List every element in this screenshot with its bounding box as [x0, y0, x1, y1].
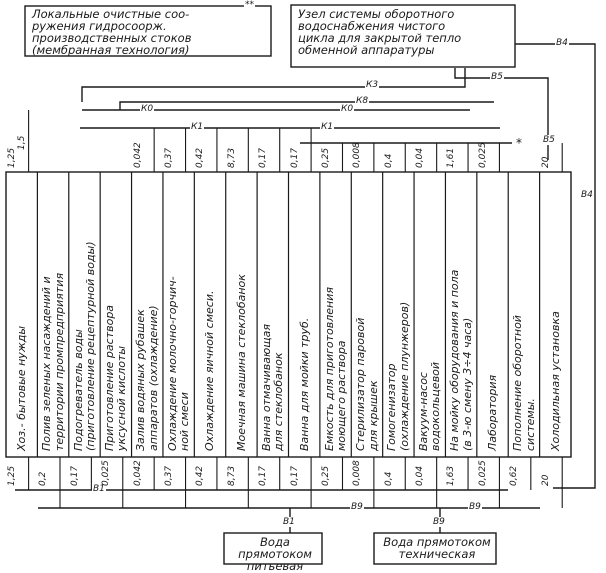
discharge-value: 20 [540, 156, 551, 168]
consumer-label: Охлаждение яичной смеси. [203, 290, 217, 451]
consumer-label: Ванна отмачивающая [259, 324, 273, 451]
b9-source-tag: В9 [433, 517, 445, 527]
discharge-value: 1,61 [446, 147, 457, 168]
consumer-label: Вакуум-насос [416, 372, 430, 451]
discharge-value: 0,37 [163, 147, 174, 168]
consumer-label: Моечная машина стеклобанок [234, 274, 248, 451]
recycling-box-line-4: обменной аппаратуры [298, 43, 435, 57]
treatment-box-mark: ** [245, 0, 254, 10]
k8-line [120, 102, 494, 110]
consumer-label: ной смеси [178, 392, 192, 451]
recycling-box-line-2: водоснабжения чистого [298, 19, 446, 33]
k3-line [82, 68, 465, 102]
supply-value: 8,73 [226, 465, 237, 486]
discharge-value: 0,25 [320, 147, 331, 168]
treatment-box [32, 8, 268, 56]
discharge-value: 0,17 [289, 147, 300, 168]
consumer-label: (в 3-ю смену 3÷4 часа) [460, 317, 474, 451]
consumer-label: Полив зеленых насаждений и [40, 276, 54, 451]
consumer-label: моющего раствора [335, 340, 349, 451]
discharge-value: 0,04 [415, 147, 426, 168]
supply-value: 0,25 [320, 465, 331, 486]
consumer-label: Залив водяных рубашек [134, 309, 148, 451]
supply-value: 0,37 [163, 465, 174, 486]
consumer-label: (приготовление рецептурной воды) [84, 241, 98, 451]
k1-left-tag: К1 [191, 122, 204, 132]
supply-value: 0,008 [352, 460, 363, 486]
discharge-value: 0,17 [258, 147, 269, 168]
consumer-label: водокольцевой [429, 361, 443, 451]
consumer-label: Емкость для приготовления [322, 286, 336, 451]
supply-value: 0,62 [509, 465, 520, 486]
supply-value: 1,25 [7, 465, 17, 486]
discharge-value: 8,73 [226, 147, 237, 168]
consumer-label: аппаратов (охлаждение) [146, 305, 160, 451]
technical-water-box [380, 536, 494, 560]
discharge-value-secondary: 1,5 [17, 135, 27, 150]
consumer-label: Подогреватель воды [71, 329, 85, 451]
supply-value: 0,17 [289, 465, 300, 486]
recycling-box [298, 8, 512, 56]
consumer-label: Пополнение оборотной [510, 315, 524, 451]
consumer-label: Стерилизатор паровой [354, 317, 368, 451]
consumer-label: уксусной кислоты [115, 345, 129, 451]
supply-value: 0,04 [415, 465, 426, 486]
consumer-label: (охлаждение плунжеров) [397, 301, 411, 451]
supply-value: 0,17 [69, 465, 80, 486]
recycling-box-line-1: Узел системы оборотного [298, 7, 455, 21]
consumer-label: для крышек [366, 380, 380, 451]
supply-value: 0,4 [383, 471, 394, 486]
supply-value: 0,2 [38, 471, 49, 486]
discharge-value: 0,4 [383, 153, 394, 168]
k8-tag: К8 [356, 96, 369, 106]
b4-top-tag: В4 [556, 38, 568, 48]
b4-right-tag: В4 [581, 190, 593, 200]
discharge-value: 1,25 [7, 147, 17, 168]
supply-value: 1,63 [446, 465, 457, 486]
consumer-label: для стеклобанок [272, 352, 286, 451]
consumer-label: На мойку оборудования и пола [448, 269, 462, 451]
consumer-label: Приготовление раствора [102, 304, 116, 451]
k0-right-tag: К0 [341, 104, 354, 114]
drinking-water-line-2: питьевая [246, 559, 304, 573]
treatment-box-line-2: ружения гидросоорж. [32, 19, 167, 33]
b1-source-tag: В1 [283, 517, 295, 527]
supply-value: 20 [540, 474, 551, 486]
k3-tag: К3 [366, 80, 379, 90]
supply-value: 0,17 [258, 465, 269, 486]
b5-top-tag: В5 [491, 72, 503, 82]
star-tag: * [516, 136, 522, 150]
technical-water-line-2: техническая [398, 547, 476, 561]
supply-value: 0,025 [101, 460, 112, 486]
discharge-value: 0,008 [352, 142, 363, 168]
consumer-label: Лаборатория [485, 374, 499, 451]
b1-tag: В1 [93, 484, 105, 494]
drinking-water-line-1: Вода прямотоком [238, 535, 312, 561]
technical-water-line-1: Вода прямотоком [383, 535, 491, 549]
discharge-value: 0,025 [477, 142, 488, 168]
supply-value: 0,025 [477, 460, 488, 486]
discharge-value: 0,42 [195, 147, 206, 168]
consumer-label: территории промпредприятия [52, 272, 66, 451]
k1-right-tag: К1 [321, 122, 334, 132]
k0-left-tag: К0 [141, 104, 154, 114]
consumer-label: Охлаждение молочно-горчич- [165, 276, 179, 451]
b9-right-tag: В9 [469, 502, 481, 512]
consumer-label: системы. [523, 398, 537, 451]
supply-value: 0,042 [132, 460, 143, 486]
b5-right-tag: В5 [543, 135, 555, 145]
consumer-label: Ванна для мойки труб. [297, 317, 311, 451]
supply-value: 0,42 [195, 465, 206, 486]
treatment-box-line-3: производственных стоков [32, 31, 192, 45]
consumer-label: Холодильная установка [548, 311, 562, 451]
discharge-value: 0,042 [132, 142, 143, 168]
consumer-label: Хоз.- бытовые нужды [15, 325, 29, 451]
b9-left-tag: В9 [351, 502, 363, 512]
treatment-box-line-1: Локальные очистные соо- [32, 7, 190, 21]
drinking-water-box [230, 536, 320, 572]
treatment-box-line-4: (мембранная технология) [32, 43, 190, 57]
consumer-label: Гомогенизатор [385, 363, 399, 451]
recycling-box-line-3: цикла для закрытой тепло [298, 31, 462, 45]
